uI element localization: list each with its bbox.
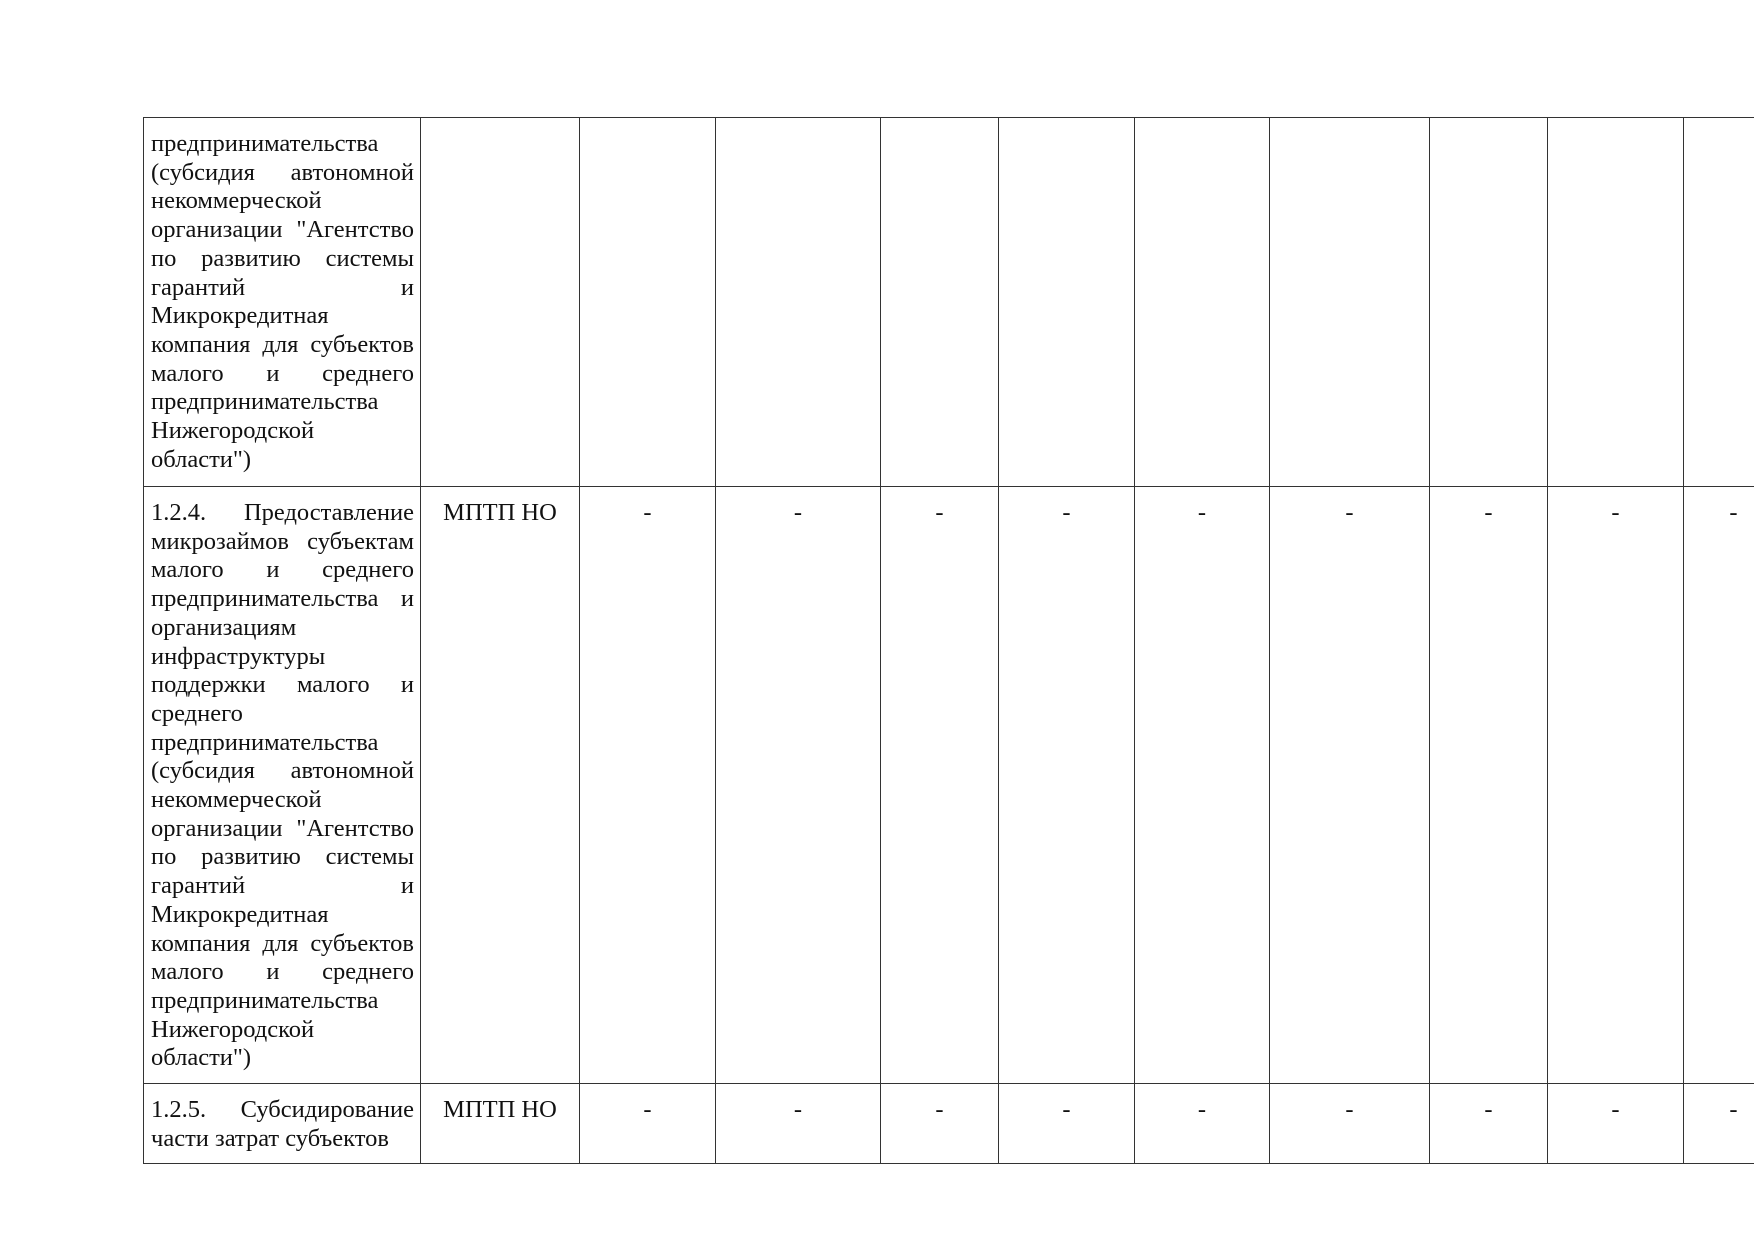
value-cell: - <box>1684 487 1754 1084</box>
measure-description: 1.2.5. Субсидирование части затрат субъектов <box>151 1096 414 1152</box>
value-cell: - <box>881 1084 999 1164</box>
value-cell: - <box>716 1084 881 1164</box>
measure-description: 1.2.4. Предоставление микрозаймов субъектам малого и среднего предпринимательства и организациям инфраструктуры поддержки малого и среднего предпринимательства (субсидия автономной некоммерческой организации "Агентство по развитию системы гарантий и Микрокредитная компания для субъектов малого и среднего предпринимательства Нижегородской области") <box>151 499 414 1072</box>
value-cell: - <box>580 487 716 1084</box>
value-cell <box>1430 118 1548 487</box>
table-row <box>144 118 1754 487</box>
executor-cell: МПТП НО <box>421 487 580 1084</box>
value-cell: - <box>1430 487 1548 1084</box>
value-cell: - <box>999 1084 1135 1164</box>
value-cell: - <box>999 487 1135 1084</box>
value-cell: - <box>580 1084 716 1164</box>
value-cell: - <box>1135 487 1270 1084</box>
executor-cell: МПТП НО <box>421 1084 580 1164</box>
value-cell: - <box>1548 487 1684 1084</box>
measure-description-cell <box>144 118 421 487</box>
value-cell <box>580 118 716 487</box>
value-cell: - <box>1135 1084 1270 1164</box>
value-cell: - <box>1684 1084 1754 1164</box>
value-cell: - <box>1270 1084 1430 1164</box>
program-measures-table <box>143 117 1754 1164</box>
measure-description: предпринимательства (субсидия автономной некоммерческой организации "Агентство по развитию системы гарантий и Микрокредитная компания для субъектов малого и среднего предпринимательства Нижегородской области") <box>151 130 414 473</box>
measure-description-cell <box>144 1084 421 1164</box>
value-cell: - <box>1430 1084 1548 1164</box>
value-cell: - <box>1270 487 1430 1084</box>
value-cell <box>1548 118 1684 487</box>
measure-description-cell <box>144 487 421 1084</box>
value-cell: - <box>716 487 881 1084</box>
value-cell <box>1135 118 1270 487</box>
table-row <box>144 1084 1754 1164</box>
executor-cell <box>421 118 580 487</box>
value-cell <box>999 118 1135 487</box>
value-cell: - <box>881 487 999 1084</box>
table-row <box>144 487 1754 1084</box>
value-cell <box>1684 118 1754 487</box>
value-cell <box>881 118 999 487</box>
value-cell <box>1270 118 1430 487</box>
value-cell: - <box>1548 1084 1684 1164</box>
value-cell <box>716 118 881 487</box>
